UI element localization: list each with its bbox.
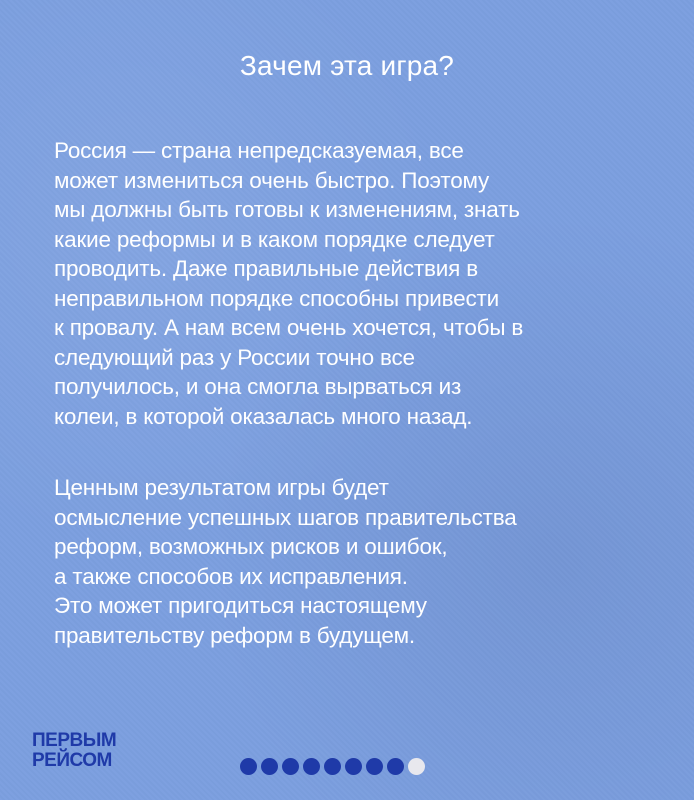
pagination-dot-4[interactable]	[303, 758, 320, 775]
slide-title: Зачем эта игра?	[239, 50, 455, 81]
pagination-dot-9[interactable]	[408, 758, 425, 775]
pagination-dot-5[interactable]	[324, 758, 341, 775]
pagination-dot-7[interactable]	[366, 758, 383, 775]
pagination-dot-2[interactable]	[261, 758, 278, 775]
pagination-dot-1[interactable]	[240, 758, 257, 775]
logo-line-top: ПЕРВЫМ	[32, 730, 117, 751]
pagination-dot-6[interactable]	[345, 758, 362, 775]
logo-line-bottom: РЕЙСОМ	[32, 750, 112, 771]
paragraph-result: Ценным результатом игры будет осмысление успешных шагов правительства реформ, возможных рисков и ошибок, а также способов их исправления. Это может пригодиться настоящему правительству реформ в будущем.	[54, 475, 517, 648]
brand-logo	[32, 731, 118, 779]
pagination-dot-8[interactable]	[387, 758, 404, 775]
carousel-pagination	[240, 757, 425, 775]
paragraph-why: Россия — страна непредсказуемая, все может измениться очень быстро. Поэтому мы должны быть готовы к изменениям, знать какие реформы и в каком порядке следует проводить. Даже правильные действия в неправильном порядке способны привести к провалу. А нам всем очень хочется, чтобы в следующий раз у России точно все получилось, и она смогла вырваться из колеи, в которой оказалась много назад.	[54, 138, 524, 429]
pagination-dot-3[interactable]	[282, 758, 299, 775]
